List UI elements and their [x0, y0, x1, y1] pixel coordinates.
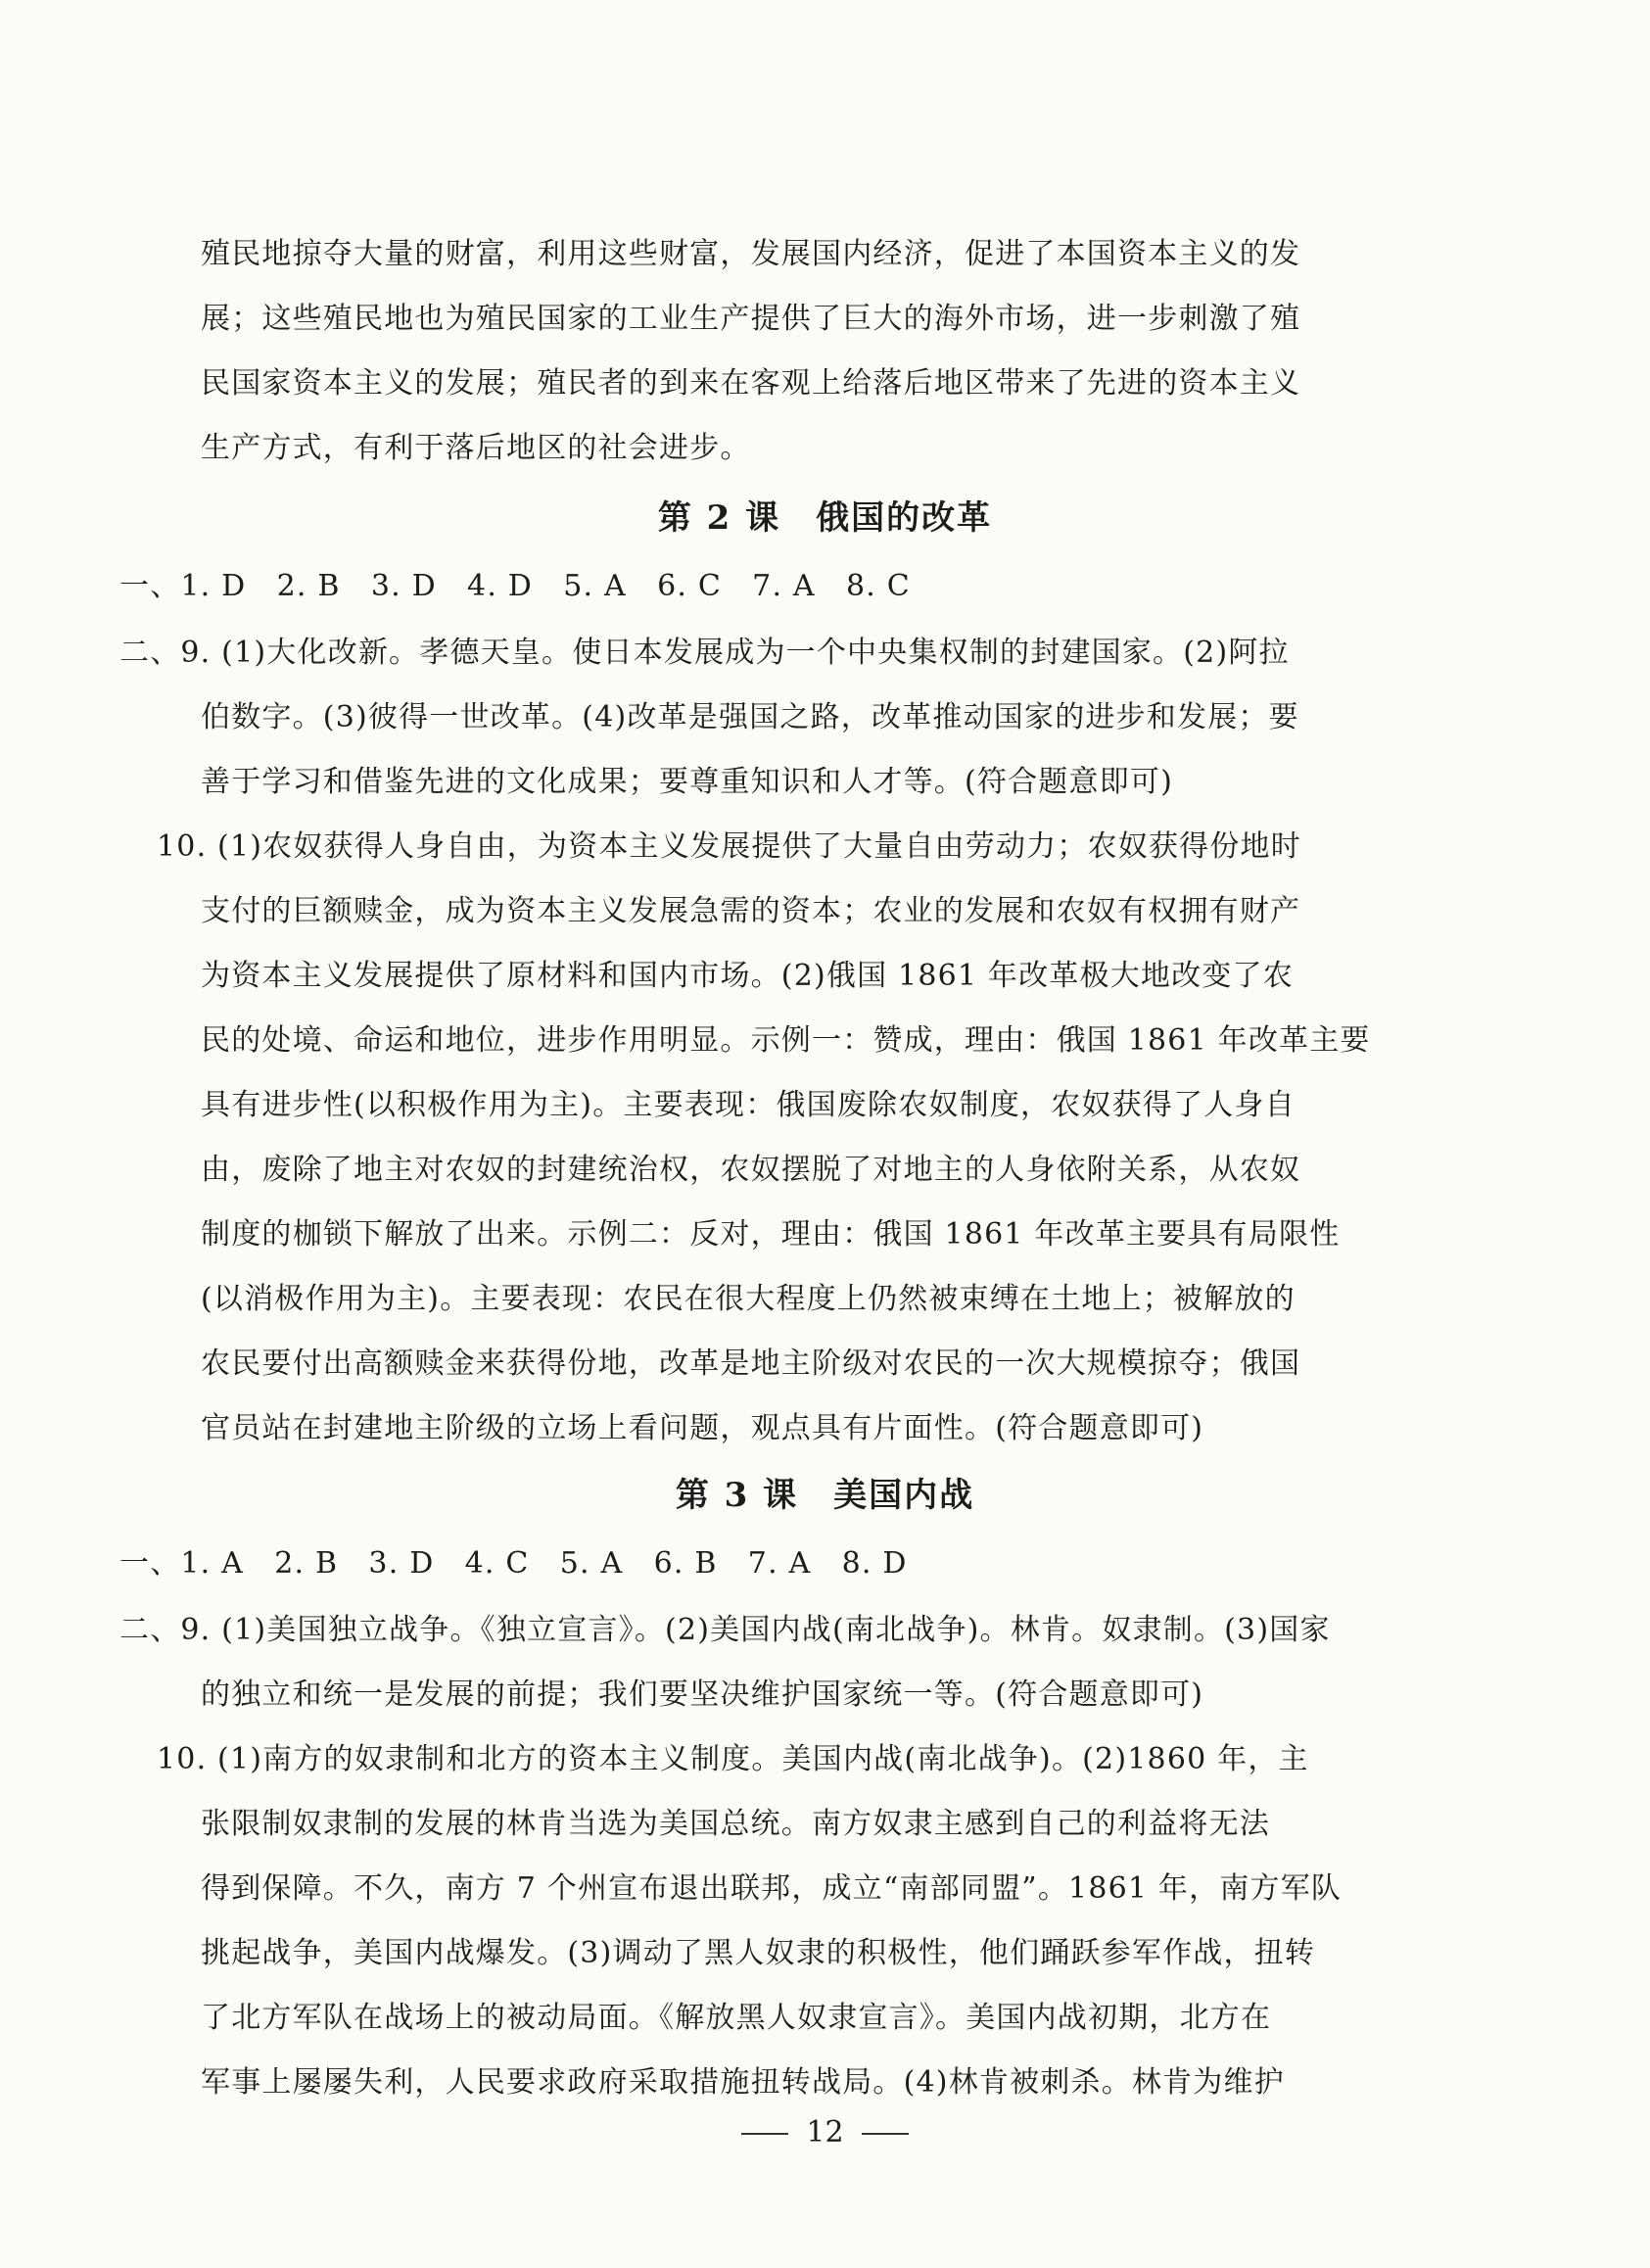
footer-dash-right: [862, 2133, 909, 2135]
lesson3-q10-line-3: 得到保障。不久，南方 7 个州宣布退出联邦，成立“南部同盟”。1861 年，南方军队: [201, 1871, 1343, 1906]
lesson2-q10-line-6: 由，废除了地主对农奴的封建统治权，农奴摆脱了对地主的人身依附关系，从农奴: [201, 1153, 1301, 1187]
lesson2-q9-line-2: 伯数字。(3)彼得一世改革。(4)改革是强国之路，改革推动国家的进步和发展；要: [201, 700, 1299, 734]
page-number: 12: [806, 2115, 844, 2150]
lesson2-q10-line-1: 10. (1)农奴获得人身自由，为资本主义发展提供了大量自由劳动力；农奴获得份地时: [157, 829, 1301, 864]
lesson2-q10-line-4: 民的处境、命运和地位，进步作用明显。示例一：赞成，理由：俄国 1861 年改革主要: [201, 1023, 1371, 1058]
intro-line-1: 殖民地掠夺大量的财富，利用这些财富，发展国内经济，促进了本国资本主义的发: [201, 237, 1301, 271]
lesson2-title: 第 2 课 俄国的改革: [657, 498, 993, 538]
lesson2-q10-line-5: 具有进步性(以积极作用为主)。主要表现：俄国废除农奴制度，农奴获得了人身自: [201, 1088, 1296, 1122]
lesson3-choice-answers: 一、1. A 2. B 3. D 4. C 5. A 6. B 7. A 8. D: [119, 1546, 908, 1581]
lesson3-q10-line-1: 10. (1)南方的奴隶制和北方的资本主义制度。美国内战(南北战争)。(2)1860 年，主: [157, 1742, 1309, 1776]
intro-line-4: 生产方式，有利于落后地区的社会进步。: [201, 431, 751, 465]
lesson3-q10-line-5: 了北方军队在战场上的被动局面。《解放黑人奴隶宣言》。美国内战初期，北方在: [201, 2001, 1272, 2035]
lesson2-q10-line-2: 支付的巨额赎金，成为资本主义发展急需的资本；农业的发展和农奴有权拥有财产: [201, 894, 1301, 928]
lesson2-q9-line-3: 善于学习和借鉴先进的文化成果；要尊重知识和人才等。(符合题意即可): [201, 765, 1174, 799]
lesson2-q10-line-3: 为资本主义发展提供了原材料和国内市场。(2)俄国 1861 年改革极大地改变了农: [201, 959, 1294, 993]
lesson2-choice-answers: 一、1. D 2. B 3. D 4. D 5. A 6. C 7. A 8. C: [119, 569, 911, 603]
lesson3-title: 第 3 课 美国内战: [675, 1476, 975, 1515]
page-footer: [0, 2113, 1650, 2152]
lesson3-q9-line-2: 的独立和统一是发展的前提；我们要坚决维护国家统一等。(符合题意即可): [201, 1677, 1204, 1712]
lesson3-q9-line-1: 二、9. (1)美国独立战争。《独立宣言》。(2)美国内战(南北战争)。林肯。奴隶制。(3)国家: [119, 1613, 1331, 1647]
lesson2-q10-line-9: 农民要付出高额赎金来获得份地，改革是地主阶级对农民的一次大规模掠夺；俄国: [201, 1347, 1301, 1381]
footer-dash-left: [741, 2133, 788, 2135]
lesson2-q9-line-1: 二、9. (1)大化改新。孝德天皇。使日本发展成为一个中央集权制的封建国家。(2)阿拉: [119, 636, 1290, 670]
lesson2-q10-line-10: 官员站在封建地主阶级的立场上看问题，观点具有片面性。(符合题意即可): [201, 1411, 1204, 1445]
lesson2-q10-line-7: 制度的枷锁下解放了出来。示例二：反对，理由：俄国 1861 年改革主要具有局限性: [201, 1217, 1341, 1252]
intro-line-2: 展；这些殖民地也为殖民国家的工业生产提供了巨大的海外市场，进一步刺激了殖: [201, 302, 1301, 336]
lesson3-q10-line-4: 挑起战争，美国内战爆发。(3)调动了黑人奴隶的积极性，他们踊跃参军作战，扭转: [201, 1936, 1316, 1970]
intro-line-3: 民国家资本主义的发展；殖民者的到来在客观上给落后地区带来了先进的资本主义: [201, 366, 1301, 401]
lesson3-q10-line-2: 张限制奴隶制的发展的林肯当选为美国总统。南方奴隶主感到自己的利益将无法: [201, 1807, 1270, 1841]
lesson2-q10-line-8: (以消极作用为主)。主要表现：农民在很大程度上仍然被束缚在土地上；被解放的: [201, 1282, 1296, 1316]
lesson3-q10-line-6: 军事上屡屡失利，人民要求政府采取措施扭转战局。(4)林肯被刺杀。林肯为维护: [201, 2065, 1285, 2100]
